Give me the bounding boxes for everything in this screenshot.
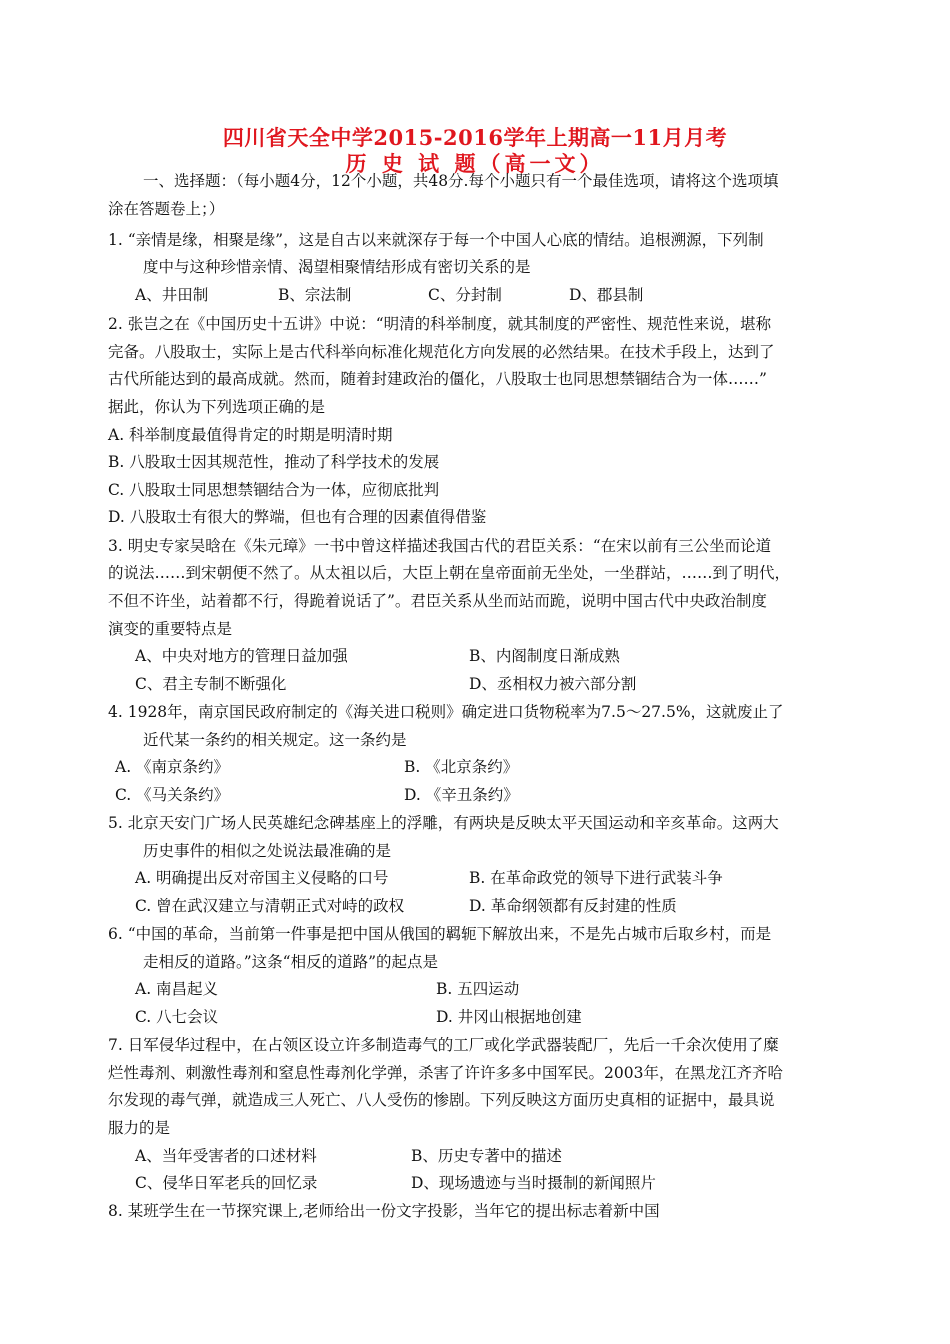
q2-option-a: A. 科举制度最值得肯定的时期是明清时期 [108, 426, 393, 444]
q1-stem-1: 1. “亲情是缘，相聚是缘”，这是自古以来就深存于每一个中国人心底的情结。追根溯源，下列制 [108, 231, 764, 249]
q2-option-b: B. 八股取士因其规范性，推动了科学技术的发展 [108, 453, 440, 471]
q7-option-b: B、历史专著中的描述 [411, 1147, 562, 1165]
q4-option-b: B. 《北京条约》 [404, 758, 519, 776]
q3-stem-1: 3. 明史专家吴晗在《朱元璋》一书中曾这样描述我国古代的君臣关系：“在宋以前有三公坐而论道 [108, 537, 772, 555]
q3-stem-3: 不但不许坐，站着都不行，得跪着说话了”。君臣关系从坐而站而跪，说明中国古代中央政治制度 [108, 592, 767, 610]
q5-option-b: B. 在革命政党的领导下进行武装斗争 [469, 869, 723, 887]
q5-stem-2: 历史事件的相似之处说法最准确的是 [143, 842, 392, 860]
exam-title: 四川省天全中学2015-2016学年上期高一11月月考 [222, 125, 728, 150]
q7-stem-1: 7. 日军侵华过程中，在占领区设立许多制造毒气的工厂或化学武器装配厂，先后一千余次使用了糜 [108, 1036, 779, 1054]
q2-stem-4: 据此，你认为下列选项正确的是 [108, 398, 326, 416]
q4-option-d: D. 《辛丑条约》 [404, 786, 519, 804]
q6-option-d: D. 井冈山根据地创建 [436, 1008, 582, 1026]
q5-option-c: C. 曾在武汉建立与清朝正式对峙的政权 [135, 897, 405, 915]
q3-stem-4: 演变的重要特点是 [108, 620, 233, 638]
q7-option-a: A、当年受害者的口述材料 [135, 1147, 317, 1165]
q1-option-a: A、井田制 [135, 286, 209, 304]
q2-stem-1: 2. 张岂之在《中国历史十五讲》中说：“明清的科举制度，就其制度的严密性、规范性来说，堪称 [108, 315, 772, 333]
q4-stem-1: 4. 1928年，南京国民政府制定的《海关进口税则》确定进口货物税率为7.5～27.5%，这就废止了 [108, 703, 784, 721]
q1-option-c: C、分封制 [428, 286, 502, 304]
q6-option-c: C. 八七会议 [135, 1008, 219, 1026]
q2-stem-3: 古代所能达到的最高成就。然而，随着封建政治的僵化，八股取士也同思想禁锢结合为一体……” [108, 370, 767, 388]
q2-option-d: D. 八股取士有很大的弊端，但也有合理的因素值得借鉴 [108, 508, 487, 526]
instructions-line-1: 一、选择题：（每小题4分，12个小题，共48分.每个小题只有一个最佳选项，请将这个选项填 [143, 172, 779, 190]
q4-option-a: A. 《南京条约》 [115, 758, 230, 776]
q6-stem-1: 6. “中国的革命，当前第一件事是把中国从俄国的羁轭下解放出来，不是先占城市后取乡村，而是 [108, 925, 772, 943]
q7-option-d: D、现场遗迹与当时摄制的新闻照片 [411, 1174, 656, 1192]
q1-option-b: B、宗法制 [278, 286, 352, 304]
q6-option-b: B. 五四运动 [436, 980, 520, 998]
q3-option-b: B、内阁制度日渐成熟 [469, 647, 620, 665]
instructions-line-2: 涂在答题卷上；） [108, 200, 225, 218]
q4-option-c: C. 《马关条约》 [115, 786, 230, 804]
q3-option-c: C、君主专制不断强化 [135, 675, 287, 693]
q5-option-d: D. 革命纲领都有反封建的性质 [469, 897, 677, 915]
q1-stem-2: 度中与这种珍惜亲情、渴望相聚情结形成有密切关系的是 [143, 258, 531, 276]
q7-stem-2: 烂性毒剂、刺激性毒剂和窒息性毒剂化学弹，杀害了许许多多中国军民。2003年，在黑龙江齐齐哈 [108, 1064, 783, 1082]
q5-stem-1: 5. 北京天安门广场人民英雄纪念碑基座上的浮雕，有两块是反映太平天国运动和辛亥革命。这两大 [108, 814, 779, 832]
q6-option-a: A. 南昌起义 [135, 980, 219, 998]
q7-stem-3: 尔发现的毒气弹，就造成三人死亡、八人受伤的惨剧。下列反映这方面历史真相的证据中，最具说 [108, 1091, 775, 1109]
q7-stem-4: 服力的是 [108, 1119, 171, 1137]
q3-option-a: A、中央对地方的管理日益加强 [135, 647, 348, 665]
q2-stem-2: 完备。八股取士，实际上是古代科举向标准化规范化方向发展的必然结果。在技术手段上，达到了 [108, 343, 775, 361]
q1-option-d: D、郡县制 [569, 286, 644, 304]
q8-stem-1: 8. 某班学生在一节探究课上,老师给出一份文字投影，当年它的提出标志着新中国 [108, 1202, 660, 1220]
q3-option-d: D、丞相权力被六部分割 [469, 675, 637, 693]
q6-stem-2: 走相反的道路。”这条“相反的道路”的起点是 [143, 953, 439, 971]
q3-stem-2: 的说法……到宋朝便不然了。从太祖以后，大臣上朝在皇帝面前无坐处，一坐群站，……到了明代， [108, 564, 791, 582]
q5-option-a: A. 明确提出反对帝国主义侵略的口号 [135, 869, 389, 887]
exam-subtitle: 历 史 试 题（高一文） [345, 151, 605, 176]
q4-stem-2: 近代某一条约的相关规定。这一条约是 [143, 731, 407, 749]
q2-option-c: C. 八股取士同思想禁锢结合为一体，应彻底批判 [108, 481, 440, 499]
q7-option-c: C、侵华日军老兵的回忆录 [135, 1174, 318, 1192]
